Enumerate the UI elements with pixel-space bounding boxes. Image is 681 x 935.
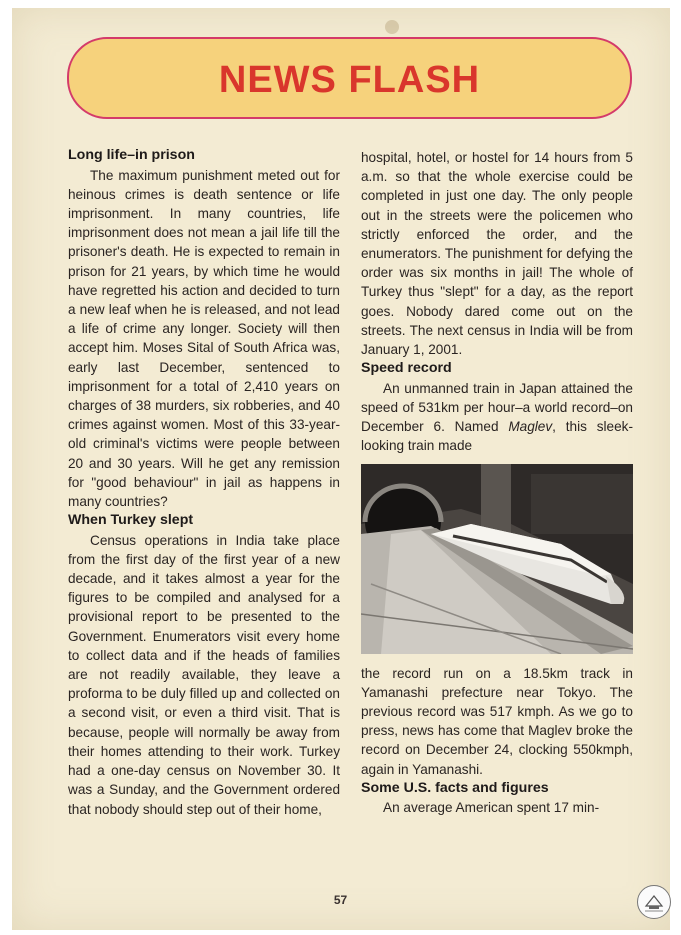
page-number: 57 <box>333 893 348 907</box>
left-column <box>68 146 340 819</box>
section-heading-us-facts: Some U.S. facts and figures <box>361 779 549 796</box>
banner-title: NEWS FLASH <box>218 59 481 101</box>
section-body-turkey: Census operations in India take place from the first day of the first year of a new decade, and it takes almost a year for the figures to be compiled and analysed for a provisional report to be presented to the Government. Enumerators visit every home to collect data and if the heads of families are not readily available, they leave a proforma to be duly filled up and collected on a second visit, or even a third visit. That is because, people will normally be away from their homes attending to their work. Turkey had a one-day census on November 30. It was a Sunday, and the Government ordered that nobody should step out of their home, <box>68 532 340 817</box>
speed-record-text-1: An unmanned train in Japan attained the speed of 531km per hour–a world record–on December 6. Named <box>361 380 633 435</box>
section-heading-speed-record: Speed record <box>361 360 452 377</box>
maglev-train-photo <box>361 464 633 654</box>
publisher-logo-icon <box>637 885 671 919</box>
news-flash-banner <box>67 37 632 119</box>
right-column <box>361 148 633 817</box>
speed-record-after-photo: the record run on a 18.5km track in Yamanashi prefecture near Tokyo. The previous record was 517 kmph. As we go to press, news has come that Maglev broke the record on December 24, clocking 550kmph, again in Yamanashi. <box>361 665 633 777</box>
train-name: Maglev <box>508 419 553 435</box>
section-heading-turkey: When Turkey slept <box>68 512 194 529</box>
section-body-long-life: The maximum punishment meted out for heinous crimes is death sentence or life imprisonment. In many countries, life imprisonment does not mean a jail life till the prisoner's death. He is expected to remain in prison for 21 years, by which time he would have regretted his action and decided to turn a new leaf when he is released, and not lead a life of crime any longer. Society will then accept him. Moses Sital of South Africa was, early last December, sentenced to imprisonment for a total of 2,410 years on charges of 38 murders, six robberies, and 40 crimes against women. Most of this 33-year-old criminal's victims were people between 20 and 30 years. Will he get any remission for "good behaviour" in jail as happens in many countries? <box>68 167 340 509</box>
section-body-speed-record <box>361 379 633 456</box>
section-body-us-facts: An average American spent 17 min- <box>383 800 600 816</box>
speed-record-text-2: , this sleek-looking train made <box>361 419 634 454</box>
paper-stain <box>385 20 399 34</box>
section-heading-long-life: Long life–in prison <box>68 147 195 163</box>
logo-mark <box>638 886 670 918</box>
turkey-continuation: hospital, hotel, or hostel for 14 hours from 5 a.m. so that the whole exercise could be completed in just one day. The only people out in the streets were the policemen who strictly enforced the order, and the enumerators. The punishment for defying the order was six months in jail! The whole of Turkey thus "slept" for a day, as the report goes. Nobody dared come out on the streets. The next census in India will be from January 1, 2001. <box>361 150 633 358</box>
maglev-train-illustration <box>361 464 633 654</box>
